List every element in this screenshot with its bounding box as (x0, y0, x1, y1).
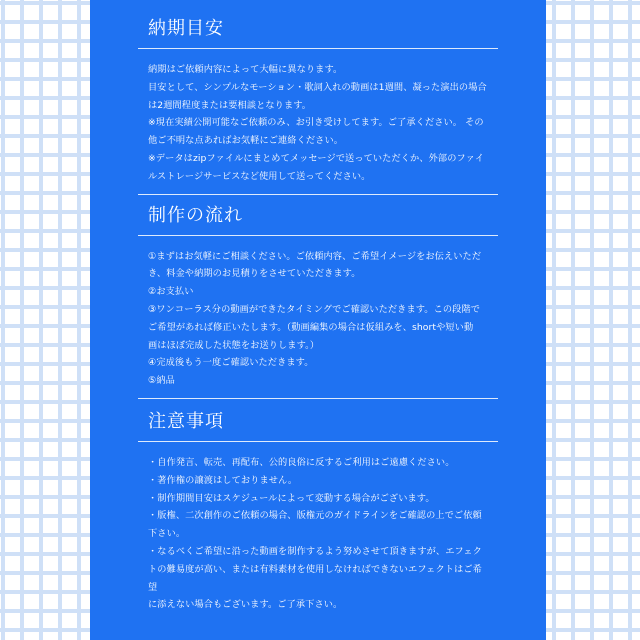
text-line: ルストレージサービスなど使用して送ってください。 (148, 170, 371, 182)
text-line: ご希望があれば修正いたします。（動画編集の場合は仮組みを、shortや短い動 (148, 321, 474, 333)
divider (138, 48, 498, 49)
section-body-workflow (148, 248, 490, 390)
text-line: 画はほぼ完成した状態をお送りします。） (148, 339, 320, 351)
text-line: ⑤納品 (148, 375, 175, 387)
section-title-workflow: 制作の流れ (148, 204, 243, 226)
text-line: ・制作期間目安はスケジュールによって変動する場合がございます。 (148, 492, 435, 504)
text-line: ①まずはお気軽にご相談ください。ご依頼内容、ご希望イメージをお伝えいただ (148, 250, 482, 262)
text-line: き、料金や納期のお見積りをさせていただきます。 (148, 268, 361, 280)
divider (138, 398, 498, 399)
divider (138, 235, 498, 236)
text-line: ④完成後もう一度ご確認いただきます。 (148, 357, 314, 369)
text-line: ②お支払い (148, 286, 194, 298)
section-delivery (90, 16, 546, 195)
text-line: 納期はご依頼内容によって大幅に異なります。 (148, 64, 343, 75)
section-title-notes: 注意事項 (148, 410, 224, 432)
text-line: は2週間程度または要相談となります。 (148, 99, 312, 111)
text-line: 下さい。 (148, 528, 186, 540)
text-line: ・自作発言、転売、再配布、公的良俗に反するご利用はご遠慮ください。 (148, 456, 455, 468)
section-notes (90, 409, 546, 614)
text-line: に添えない場合もございます。ご了承下さい。 (148, 599, 343, 611)
text-line: トの難易度が高い、または有料素材を使用しなければできないエフェクトはご希望 (148, 563, 482, 593)
section-workflow (90, 203, 546, 399)
text-line: ※データはzipファイルにまとめてメッセージで送っていただくか、外部のファイ (148, 152, 485, 164)
text-line: ・版権、二次創作のご依頼の場合、版権元のガイドラインをご確認の上でご依頼 (148, 510, 482, 522)
text-line: ③ワンコーラス分の動画ができたタイミングでご確認いただきます。この段階で (148, 303, 481, 315)
text-line: 他ご不明な点あればお気軽にご連絡ください。 (148, 135, 344, 147)
divider (138, 441, 498, 442)
text-line: ・著作権の譲渡はしておりません。 (148, 474, 298, 486)
text-line: ・なるべくご希望に沿った動画を制作するよう努めさせて頂きますが、エフェク (148, 545, 482, 557)
section-title-delivery: 納期目安 (148, 18, 224, 39)
text-line: 目安として、シンプルなモーション・歌詞入れの動画は1週間、凝った演出の場合 (148, 81, 487, 93)
info-panel (90, 0, 546, 640)
text-line: ※現在実績公開可能なご依頼のみ、お引き受けしてます。ご了承ください。 その (148, 117, 484, 129)
divider (138, 194, 498, 195)
section-body-notes (148, 454, 490, 614)
section-body-delivery (148, 61, 490, 186)
